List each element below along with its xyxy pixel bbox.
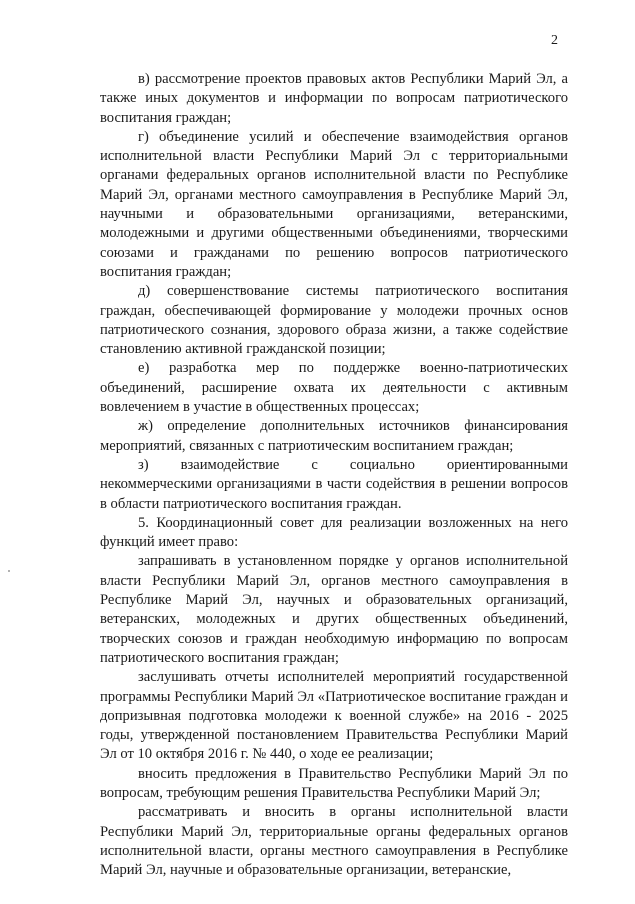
paragraph-right-request-info: запрашивать в установленном порядке у органов исполнительной власти Республики Марий Эл, органов местного самоуправления в Республике Марий Эл, научных и образовательных организаций, ветеранских, молодежных и других общественных объединений, творческих союзов и граждан необходимую информацию по вопросам патриотического воспитания граждан; — [100, 553, 568, 666]
paragraph-item-z: з) взаимодействие с социально ориентированными некоммерческими организациями в части содействия в решении вопросов в области патриотического воспитания граждан. — [100, 456, 568, 512]
paragraph-item-d: д) совершенствование системы патриотического воспитания граждан, обеспечивающей формирование у молодежи прочных основ патриотического сознания, здорового образа жизни, а также содействие становлению активной гражданской позиции; — [100, 283, 568, 358]
paragraph-item-e: е) разработка мер по поддержке военно-патриотических объединений, расширение охвата их деятельности с активным вовлечением в участие в общественных процессах; — [100, 360, 568, 416]
paragraph-section-5: 5. Координационный совет для реализации возложенных на него функций имеет право: — [100, 514, 568, 551]
paragraph-right-hear-reports: заслушивать отчеты исполнителей мероприятий государственной программы Республики Марий Эл «Патриотическое воспитание граждан и допризывная подготовка молодежи к военной службе» на 2016 - 2025 годы, утвержденной постановлением Правительства Республики Марий Эл от 10 октября 2016 г. № 440, о ходе ее реализации; — [100, 669, 568, 763]
paragraph-right-submit-proposals: вносить предложения в Правительство Республики Марий Эл по вопросам, требующим решения Правительства Республики Марий Эл; — [100, 765, 568, 801]
paragraph-item-zh: ж) определение дополнительных источников финансирования мероприятий, связанных с патриотическим воспитанием граждан; — [100, 418, 568, 454]
paragraph-item-g: г) объединение усилий и обеспечение взаимодействия органов исполнительной власти Республики Марий Эл с территориальными органами федеральных органов исполнительной власти по Республике Марий Эл, органами местного самоуправления в Республике Марий Эл, научными и образовательными организациями, ветеранскими, молодежными и другими общественными объединениями, творческими союзами и гражданами по решению вопросов патриотического воспитания граждан; — [100, 128, 568, 280]
page-number: 2 — [551, 33, 558, 48]
document-body — [100, 70, 568, 880]
scan-speck — [8, 570, 10, 572]
paragraph-right-consider-submit: рассматривать и вносить в органы исполнительной власти Республики Марий Эл, территориальные органы федеральных органов исполнительной власти, органы местного самоуправления в Республике Марий Эл, научные и образовательные организации, ветеранские, — [100, 804, 568, 879]
paragraph-item-v: в) рассмотрение проектов правовых актов Республики Марий Эл, а также иных документов и информации по вопросам патриотического воспитания граждан; — [100, 71, 568, 126]
